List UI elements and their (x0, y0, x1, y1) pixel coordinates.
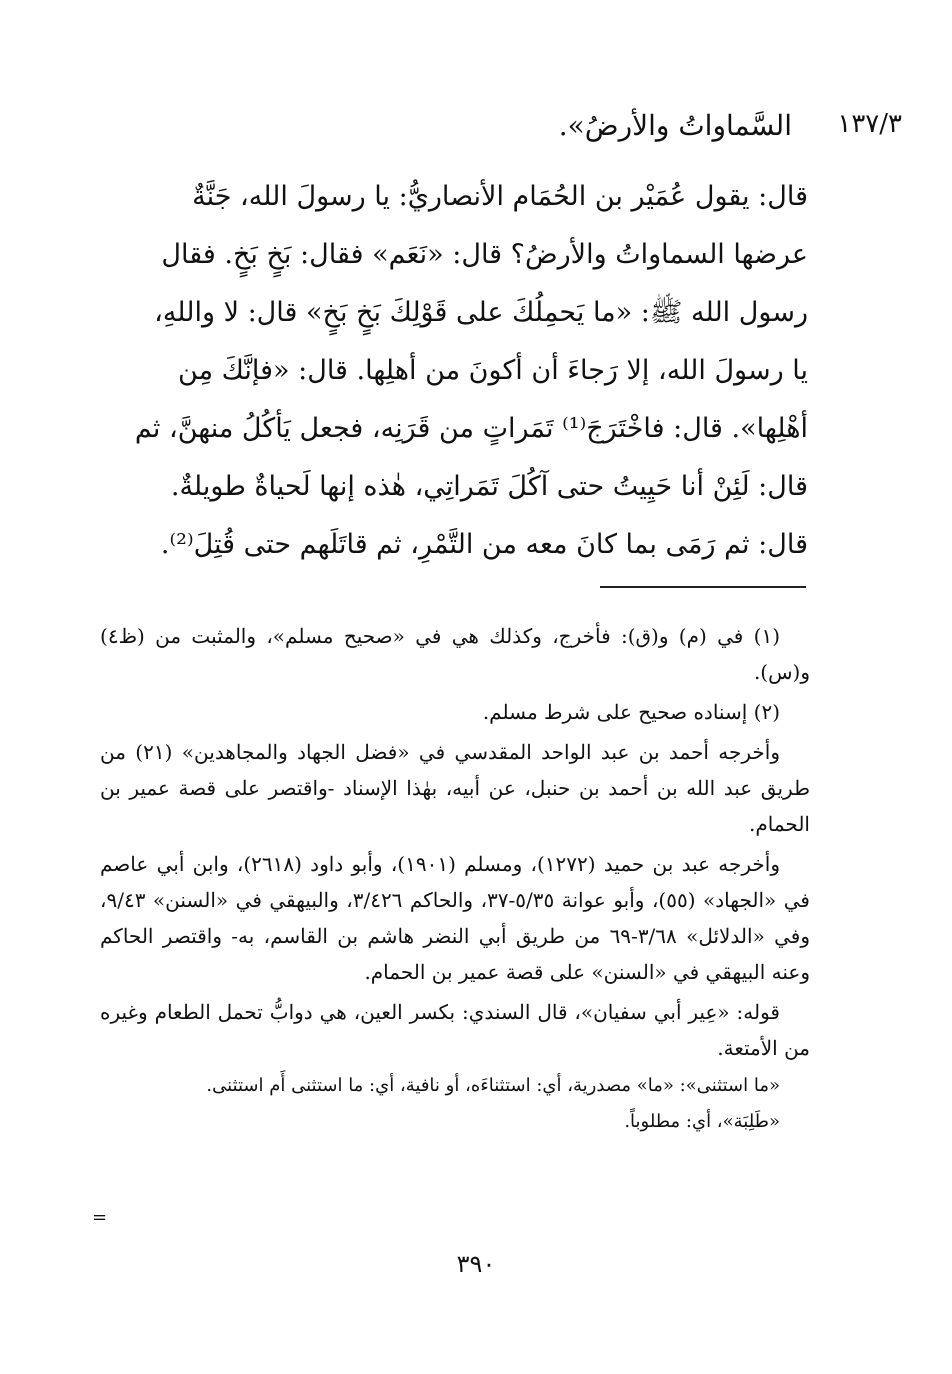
hadith-reference-number: ١٣٧/٣ (837, 109, 902, 139)
body-line: رسول الله ﷺ: «ما يَحمِلُكَ على قَوْلِكَ بَخٍ بَخٍ» قال: لا واللهِ، (154, 297, 808, 328)
footnote-paragraph: «ما استثنى»: «ما» مصدرية، أي: استثناءَه، أو نافية، أي: ما استثنى أَم استثنى. (206, 1075, 780, 1096)
body-line: قال: لَئِنْ أنا حَيِيتُ حتى آكُلَ تَمَراتِي، هٰذه إنها لَحياةٌ طويلةٌ. (170, 471, 808, 502)
footnote-paragraph: قوله: «عِير أبي سفيان»، قال السندي: بكسر العين، هي دوابُّ تحمل الطعام وغيره من الأمتعة. (100, 1000, 810, 1060)
body-line: قال: يقول عُمَيْر بن الحُمَام الأنصاريُّ: يا رسولَ الله، جَنَّةٌ (192, 181, 808, 212)
page-number: ٣٩٠ (456, 1250, 496, 1278)
hadith-body (96, 168, 808, 574)
body-line: يا رسولَ الله، إلا رَجاءَ أن أكونَ من أهلِها. قال: «فإنَّكَ مِن (178, 355, 808, 386)
footnote-paragraph: «طَلِبَة»، أي: مطلوباً. (624, 1111, 780, 1132)
footnote-paragraph: وأخرجه أحمد بن عبد الواحد المقدسي في «فضل الجهاد والمجاهدين» (٢١) من طريق عبد الله بن أحمد بن حنبل، عن أبيه، بهٰذا الإسناد -واقتصر على قصة عمير بن الحمام. (100, 740, 810, 836)
footnote-1: (١) في (م) و(ق): فأخرج، وكذلك هي في «صحيح مسلم»، والمثبت من (ظ٤) و(س). (100, 624, 810, 684)
continued-line: السَّماواتُ والأرضُ». (558, 109, 792, 142)
footnote-paragraph: وأخرجه عبد بن حميد (١٢٧٢)، ومسلم (١٩٠١)، وأبو داود (٢٦١٨)، وابن أبي عاصم في «الجهاد» (٥٥)، وأبو عوانة ٥/٣٥-٣٧، والحاكم ٣/٤٢٦، والبيهقي في «السنن» ٩/٤٣، وفي «الدلائل» ٣/٦٨-٦٩ من طريق أبي النضر هاشم بن القاسم، به- واقتصر الحاكم وعنه البيهقي في «السنن» على قصة عمير بن الحمام. (100, 852, 810, 984)
body-line: قال: ثم رَمَى بما كانَ معه من التَّمْرِ، ثم قاتَلَهم حتى قُتِلَ⁽²⁾. (160, 529, 808, 560)
body-line: عرضها السماواتُ والأرضُ؟ قال: «نَعَم» فقال: بَخٍ بَخٍ. فقال (161, 239, 808, 270)
footnote-separator (600, 586, 806, 588)
body-line: أهْلِها». قال: فاخْتَرَجَ⁽¹⁾ تَمَراتٍ من قَرَنِه، فجعل يَأكُلُ منهنَّ، ثم (134, 413, 808, 444)
footnote-2: (٢) إسناده صحيح على شرط مسلم. (482, 700, 780, 724)
continuation-mark: = (92, 1207, 108, 1228)
footnotes-section (100, 618, 810, 1142)
